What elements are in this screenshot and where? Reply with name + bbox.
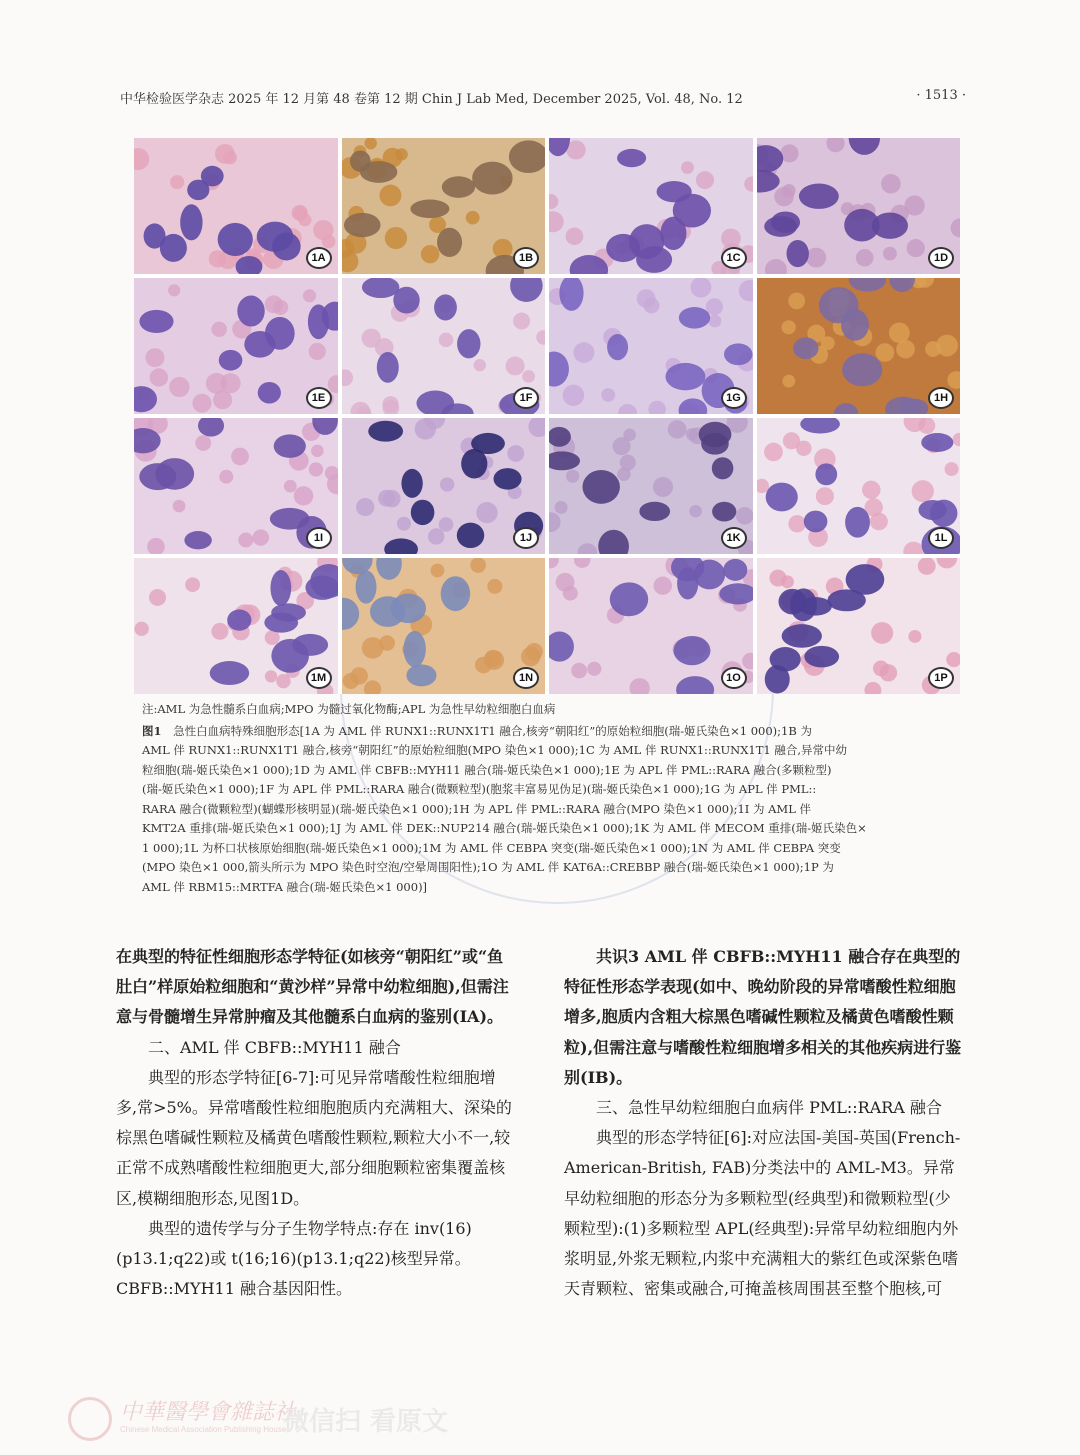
panel-label: 1N xyxy=(513,667,539,689)
caption-line: (瑞-姬氏染色×1 000);1F 为 APL 伴 PML::RARA 融合(微颗粒型)(胞浆丰富易见伪足)(瑞-姬氏染色×1 000);1G 为 APL 伴 PML:: xyxy=(142,782,817,796)
micrograph-panel xyxy=(342,278,546,414)
panel-label: 1D xyxy=(928,247,954,269)
caption-line: AML 伴 RUNX1::RUNX1T1 融合,核旁“朝阳红”的原始粒细胞(MPO 染色×1 000);1C 为 AML 伴 RUNX1::RUNX1T1 融合,异常中幼 xyxy=(142,743,848,757)
publisher-name: 中華醫學會雜誌社 xyxy=(120,1400,297,1425)
caption-note: 注:AML 为急性髓系白血病;MPO 为髓过氧化物酶;APL 为急性早幼粒细胞白血病 xyxy=(142,702,556,716)
micrograph-panel xyxy=(549,418,753,554)
caption-line: 1 000);1L 为杯口状核原始细胞(瑞-姬氏染色×1 000);1M 为 AML 伴 CEBPA 突变(瑞-姬氏染色×1 000);1N 为 AML 伴 CEBPA 突变 xyxy=(142,840,841,855)
journal-citation: 中华检验医学杂志 2025 年 12 月第 48 卷第 12 期 Chin J Lab Med, December 2025, Vol. 48, No. 12 xyxy=(120,92,743,107)
figure-number: 图1 xyxy=(142,723,162,738)
panel-label: 1E xyxy=(306,387,332,409)
caption-body xyxy=(142,722,942,898)
micrograph-panel xyxy=(757,138,961,274)
consensus-conclusion: 在典型的特征性细胞形态学特征(如核旁“朝阳红”或“鱼肚白”样原始粒细胞和“黄沙样”异常中幼粒细胞),但需注意与骨髓增生异常肿瘤及其他髓系白血病的鉴别(ⅠA)。 xyxy=(116,947,509,1027)
panel-label: 1C xyxy=(721,247,747,269)
right-column xyxy=(564,942,962,1304)
consensus-3: 共识3 AML 伴 CBFB::MYH11 融合存在典型的特征性形态学表现(如中、晚幼阶段的异常嗜酸性粒细胞增多,胞质内含粗大棕黑色嗜碱性颗粒及橘黄色嗜酸性颗粒),但需注意与嗜酸性粒细胞增多相关的其他疾病进行鉴别(ⅠB)。 xyxy=(564,947,962,1087)
micrograph-panel xyxy=(549,138,753,274)
wechat-watermark: 微信扫 看原文 xyxy=(283,1407,449,1437)
caption-line: 粒细胞(瑞-姬氏染色×1 000);1D 为 AML 伴 CBFB::MYH11 融合(瑞-姬氏染色×1 000);1E 为 APL 伴 PML::RARA 融合(多颗粒型) xyxy=(142,762,832,777)
micrograph-figure xyxy=(134,138,960,694)
micrograph-panel xyxy=(134,138,338,274)
left-column xyxy=(116,942,514,1304)
panel-label: 1M xyxy=(306,667,332,689)
publisher-logo-icon xyxy=(68,1397,112,1441)
micrograph-panel xyxy=(342,558,546,694)
panel-label: 1O xyxy=(721,667,747,689)
section-heading-2: 二、AML 伴 CBFB::MYH11 融合 xyxy=(148,1037,401,1057)
micrograph-panel xyxy=(757,418,961,554)
micrograph-panel xyxy=(134,558,338,694)
panel-label: 1A xyxy=(306,247,332,269)
panel-label: 1I xyxy=(306,527,332,549)
panel-label: 1P xyxy=(928,667,954,689)
genetics-paragraph: 典型的遗传学与分子生物学特点:存在 inv(16)(p13.1;q22)或 t(16;16)(p13.1;q22)核型异常。CBFB::MYH11 融合基因阳性。 xyxy=(116,1218,472,1299)
micrograph-panel xyxy=(549,558,753,694)
micrograph-panel xyxy=(134,418,338,554)
caption-line: 急性白血病特殊细胞形态[1A 为 AML 伴 RUNX1::RUNX1T1 融合,核旁“朝阳红”的原始粒细胞(瑞-姬氏染色×1 000);1B 为 xyxy=(173,723,812,738)
caption-line: RARA 融合(微颗粒型)(蝴蝶形核明显)(瑞-姬氏染色×1 000);1H 为 APL 伴 PML::RARA 融合(MPO 染色×1 000);1I 为 AML 伴 xyxy=(142,801,811,816)
micrograph-panel xyxy=(757,278,961,414)
panel-label: 1J xyxy=(513,527,539,549)
publisher-watermark xyxy=(58,1393,488,1449)
section-heading-3: 三、急性早幼粒细胞白血病伴 PML::RARA 融合 xyxy=(596,1098,942,1118)
figure-caption xyxy=(142,700,942,897)
publisher-name-en: Chinese Medical Association Publishing House xyxy=(120,1425,287,1434)
panel-label: 1L xyxy=(928,527,954,549)
panel-label: 1K xyxy=(721,527,747,549)
panel-label: 1F xyxy=(513,387,539,409)
panel-label: 1H xyxy=(928,387,954,409)
caption-line: KMT2A 重排(瑞-姬氏染色×1 000);1J 为 AML 伴 DEK::NUP214 融合(瑞-姬氏染色×1 000);1K 为 AML 伴 MECOM 重排(瑞-姬氏染色× xyxy=(142,821,867,835)
micrograph-panel xyxy=(134,278,338,414)
micrograph-panel xyxy=(342,418,546,554)
panel-label: 1B xyxy=(513,247,539,269)
apl-morphology-paragraph: 典型的形态学特征[6]:对应法国-美国-英国(French-American-British, FAB)分类法中的 AML-M3。异常早幼粒细胞的形态分为多颗粒型(经典型)和微颗粒型(少颗粒型):(1)多颗粒型 APL(经典型):异常早幼粒细胞内外浆明显,外浆无颗粒,内浆中充满粗大的紫红色或深紫色嗜天青颗粒、密集或融合,可掩盖核周围甚至整个胞核,可 xyxy=(564,1128,961,1299)
caption-line: AML 伴 RBM15::MRTFA 融合(瑞-姬氏染色×1 000)] xyxy=(142,879,428,894)
micrograph-panel xyxy=(549,278,753,414)
morphology-paragraph: 典型的形态学特征[6-7]:可见异常嗜酸性粒细胞增多,常>5%。异常嗜酸性粒细胞胞质内充满粗大、深染的棕黑色嗜碱性颗粒及橘黄色嗜酸性颗粒,颗粒大小不一,较正常不成熟嗜酸性粒细胞更大,部分细胞颗粒密集覆盖核区,模糊细胞形态,见图1D。 xyxy=(116,1067,512,1208)
micrograph-panel xyxy=(757,558,961,694)
caption-line: (MPO 染色×1 000,箭头所示为 MPO 染色时空泡/空晕周围阳性);1O 为 AML 伴 KAT6A::CREBBP 融合(瑞-姬氏染色×1 000);1P 为 xyxy=(142,860,834,874)
page-number: · 1513 · xyxy=(916,88,966,103)
panel-label: 1G xyxy=(721,387,747,409)
micrograph-panel xyxy=(342,138,546,274)
